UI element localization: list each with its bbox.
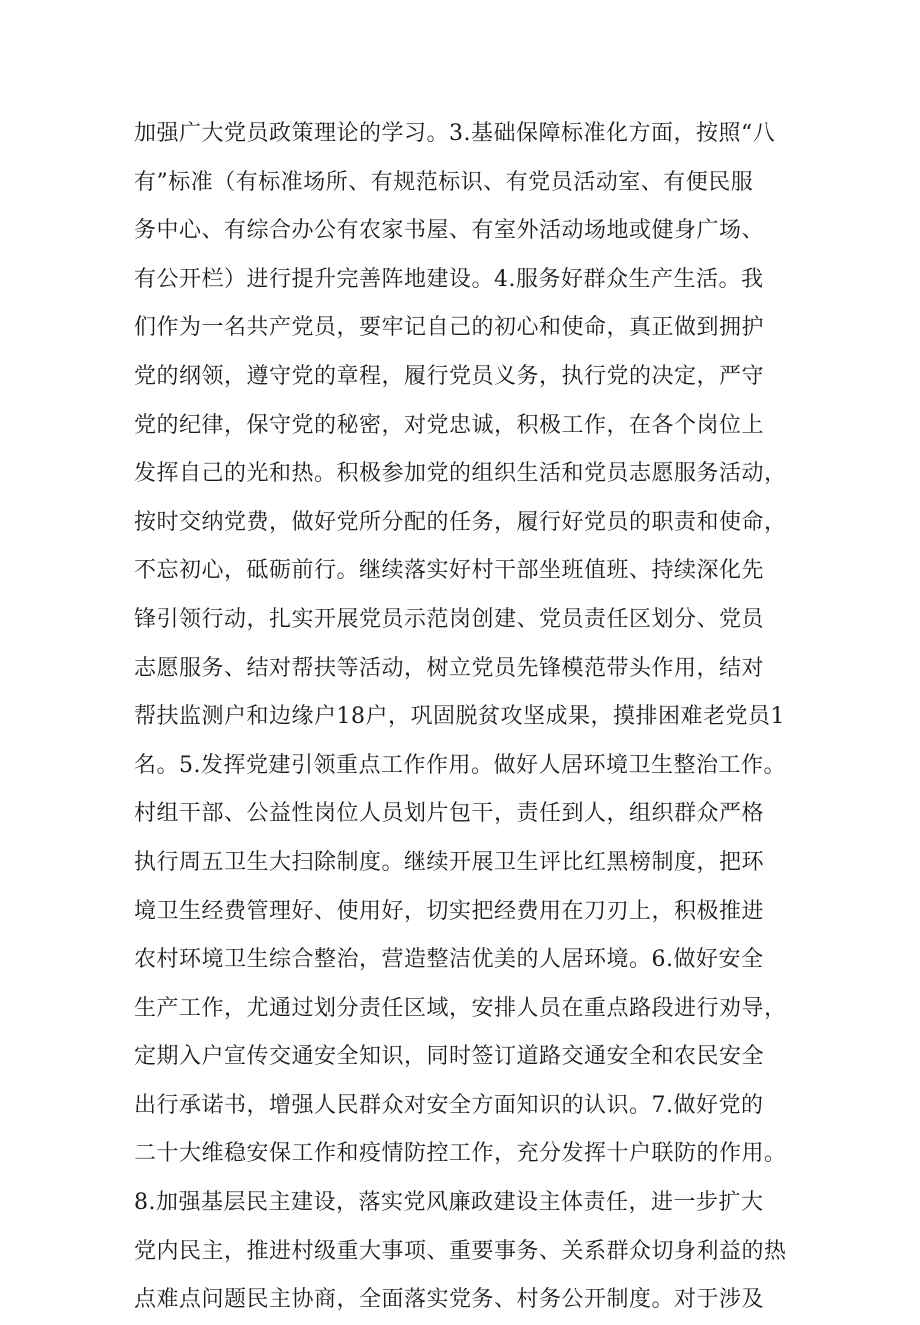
text-line: 境卫生经费管理好、使用好，切实把经费用在刀刃上，积极推进: [134, 898, 765, 924]
text-line: 村组干部、公益性岗位人员划片包干，责任到人，组织群众严格: [134, 801, 765, 827]
body-text: [134, 110, 814, 1325]
text-line: 按时交纳党费，做好党所分配的任务，履行好党员的职责和使命，: [134, 509, 787, 535]
text-line: 出行承诺书，增强人民群众对安全方面知识的认识。7.做好党的: [134, 1092, 764, 1118]
text-line: 帮扶监测户和边缘户18户，巩固脱贫攻坚成果，摸排困难老党员1: [134, 704, 785, 730]
text-line: 定期入户宣传交通安全知识，同时签订道路交通安全和农民安全: [134, 1044, 765, 1070]
text-line: 有公开栏）进行提升完善阵地建设。4.服务好群众生产生活。我: [134, 266, 764, 292]
text-line: 8.加强基层民主建设，落实党风廉政建设主体责任，进一步扩大: [134, 1190, 764, 1216]
text-line: 志愿服务、结对帮扶等活动，树立党员先锋模范带头作用，结对: [134, 655, 765, 681]
text-line: 有”标准（有标准场所、有规范标识、有党员活动室、有便民服: [134, 169, 754, 195]
text-line: 们作为一名共产党员，要牢记自己的初心和使命，真正做到拥护: [134, 315, 765, 341]
text-line: 二十大维稳安保工作和疫情防控工作，充分发挥十户联防的作用。: [134, 1141, 787, 1167]
text-line: 加强广大党员政策理论的学习。3.基础保障标准化方面，按照“八: [134, 121, 776, 146]
text-line: 锋引领行动，扎实开展党员示范岗创建、党员责任区划分、党员: [134, 606, 765, 632]
text-line: 党的纲领，遵守党的章程，履行党员义务，执行党的决定，严守: [134, 363, 765, 389]
text-line: 不忘初心，砥砺前行。继续落实好村干部坐班值班、持续深化先: [134, 558, 765, 584]
text-line: 农村环境卫生综合整治，营造整洁优美的人居环境。6.做好安全: [134, 947, 764, 973]
text-line: 发挥自己的光和热。积极参加党的组织生活和党员志愿服务活动，: [134, 461, 787, 487]
text-line: 名。5.发挥党建引领重点工作作用。做好人居环境卫生整治工作。: [134, 752, 786, 778]
text-line: 党内民主，推进村级重大事项、重要事务、关系群众切身利益的热: [134, 1238, 787, 1264]
text-line: 执行周五卫生大扫除制度。继续开展卫生评比红黑榜制度，把环: [134, 849, 765, 875]
text-line: 务中心、有综合办公有农家书屋、有室外活动场地或健身广场、: [134, 218, 765, 244]
text-line: 党的纪律，保守党的秘密，对党忠诚，积极工作，在各个岗位上: [134, 412, 765, 438]
text-line: 点难点问题民主协商，全面落实党务、村务公开制度。对于涉及: [134, 1287, 765, 1313]
text-line: 生产工作，尤通过划分责任区域，安排人员在重点路段进行劝导，: [134, 995, 787, 1021]
